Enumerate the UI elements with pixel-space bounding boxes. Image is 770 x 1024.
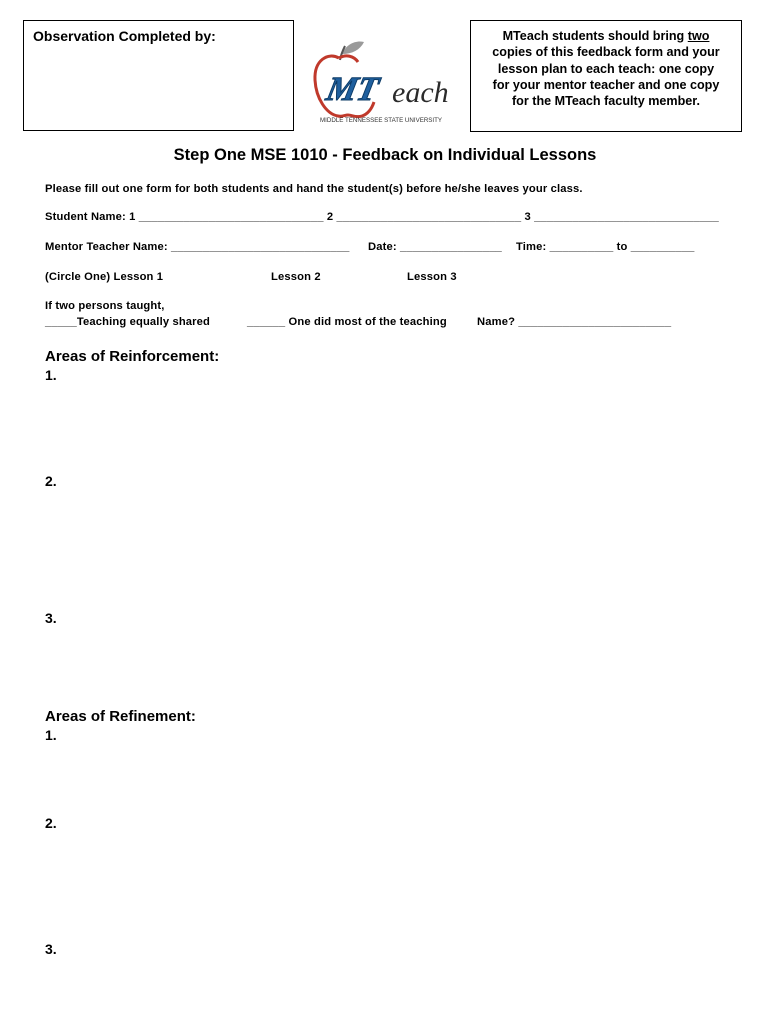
leaf-icon (342, 42, 364, 55)
observation-box (23, 20, 294, 131)
lesson-3-option[interactable]: Lesson 3 (407, 271, 457, 283)
teaching-shared-field[interactable]: _____Teaching equally shared (45, 316, 211, 328)
lesson-1-option[interactable]: (Circle One) Lesson 1 (45, 271, 164, 283)
refinement-item-1: 1. (45, 727, 57, 743)
instructions-text: Please fill out one form for both students and hand the student(s) before he/she leaves your class. (45, 183, 583, 195)
reinforcement-item-2: 2. (45, 473, 57, 489)
note-line-2: copies of this feedback form and your (492, 45, 720, 60)
lesson-2-option[interactable]: Lesson 2 (271, 271, 321, 283)
svg-text:each: each (392, 76, 449, 109)
instruction-note (471, 28, 741, 109)
two-persons-label: If two persons taught, (45, 300, 165, 312)
note-line-1: MTeach students should bring (502, 29, 688, 43)
date-field[interactable]: Date: ________________ (368, 241, 502, 253)
time-field[interactable]: Time: __________ to __________ (516, 241, 695, 253)
note-line-5: for the MTeach faculty member. (511, 94, 701, 109)
mteach-logo (312, 38, 460, 126)
reinforcement-item-3: 3. (45, 610, 57, 626)
one-did-most-field[interactable]: ______ One did most of the teaching (247, 316, 447, 328)
reinforcement-item-1: 1. (45, 367, 57, 383)
university-name: MIDDLE TENNESSEE STATE UNIVERSITY (320, 117, 443, 124)
note-line-4: for your mentor teacher and one copy (492, 77, 720, 92)
teacher-name-field[interactable]: Name? ________________________ (477, 316, 672, 328)
note-underlined-word: two (687, 29, 710, 43)
note-line-3: lesson plan to each teach: one copy (497, 61, 715, 76)
refinement-heading: Areas of Refinement: (45, 708, 196, 725)
page-title: Step One MSE 1010 - Feedback on Individual Lessons (173, 146, 597, 164)
svg-text:MT: MT (323, 70, 383, 108)
reinforcement-heading: Areas of Reinforcement: (45, 348, 220, 365)
student-name-field[interactable]: Student Name: 1 _____________________________ 2 _____________________________ 3 _____________________________ (45, 211, 719, 223)
instruction-note-box (470, 20, 742, 132)
refinement-item-2: 2. (45, 815, 57, 831)
observation-label: Observation Completed by: (33, 28, 216, 44)
refinement-item-3: 3. (45, 941, 57, 957)
mentor-teacher-field[interactable]: Mentor Teacher Name: ____________________________ (45, 241, 350, 253)
